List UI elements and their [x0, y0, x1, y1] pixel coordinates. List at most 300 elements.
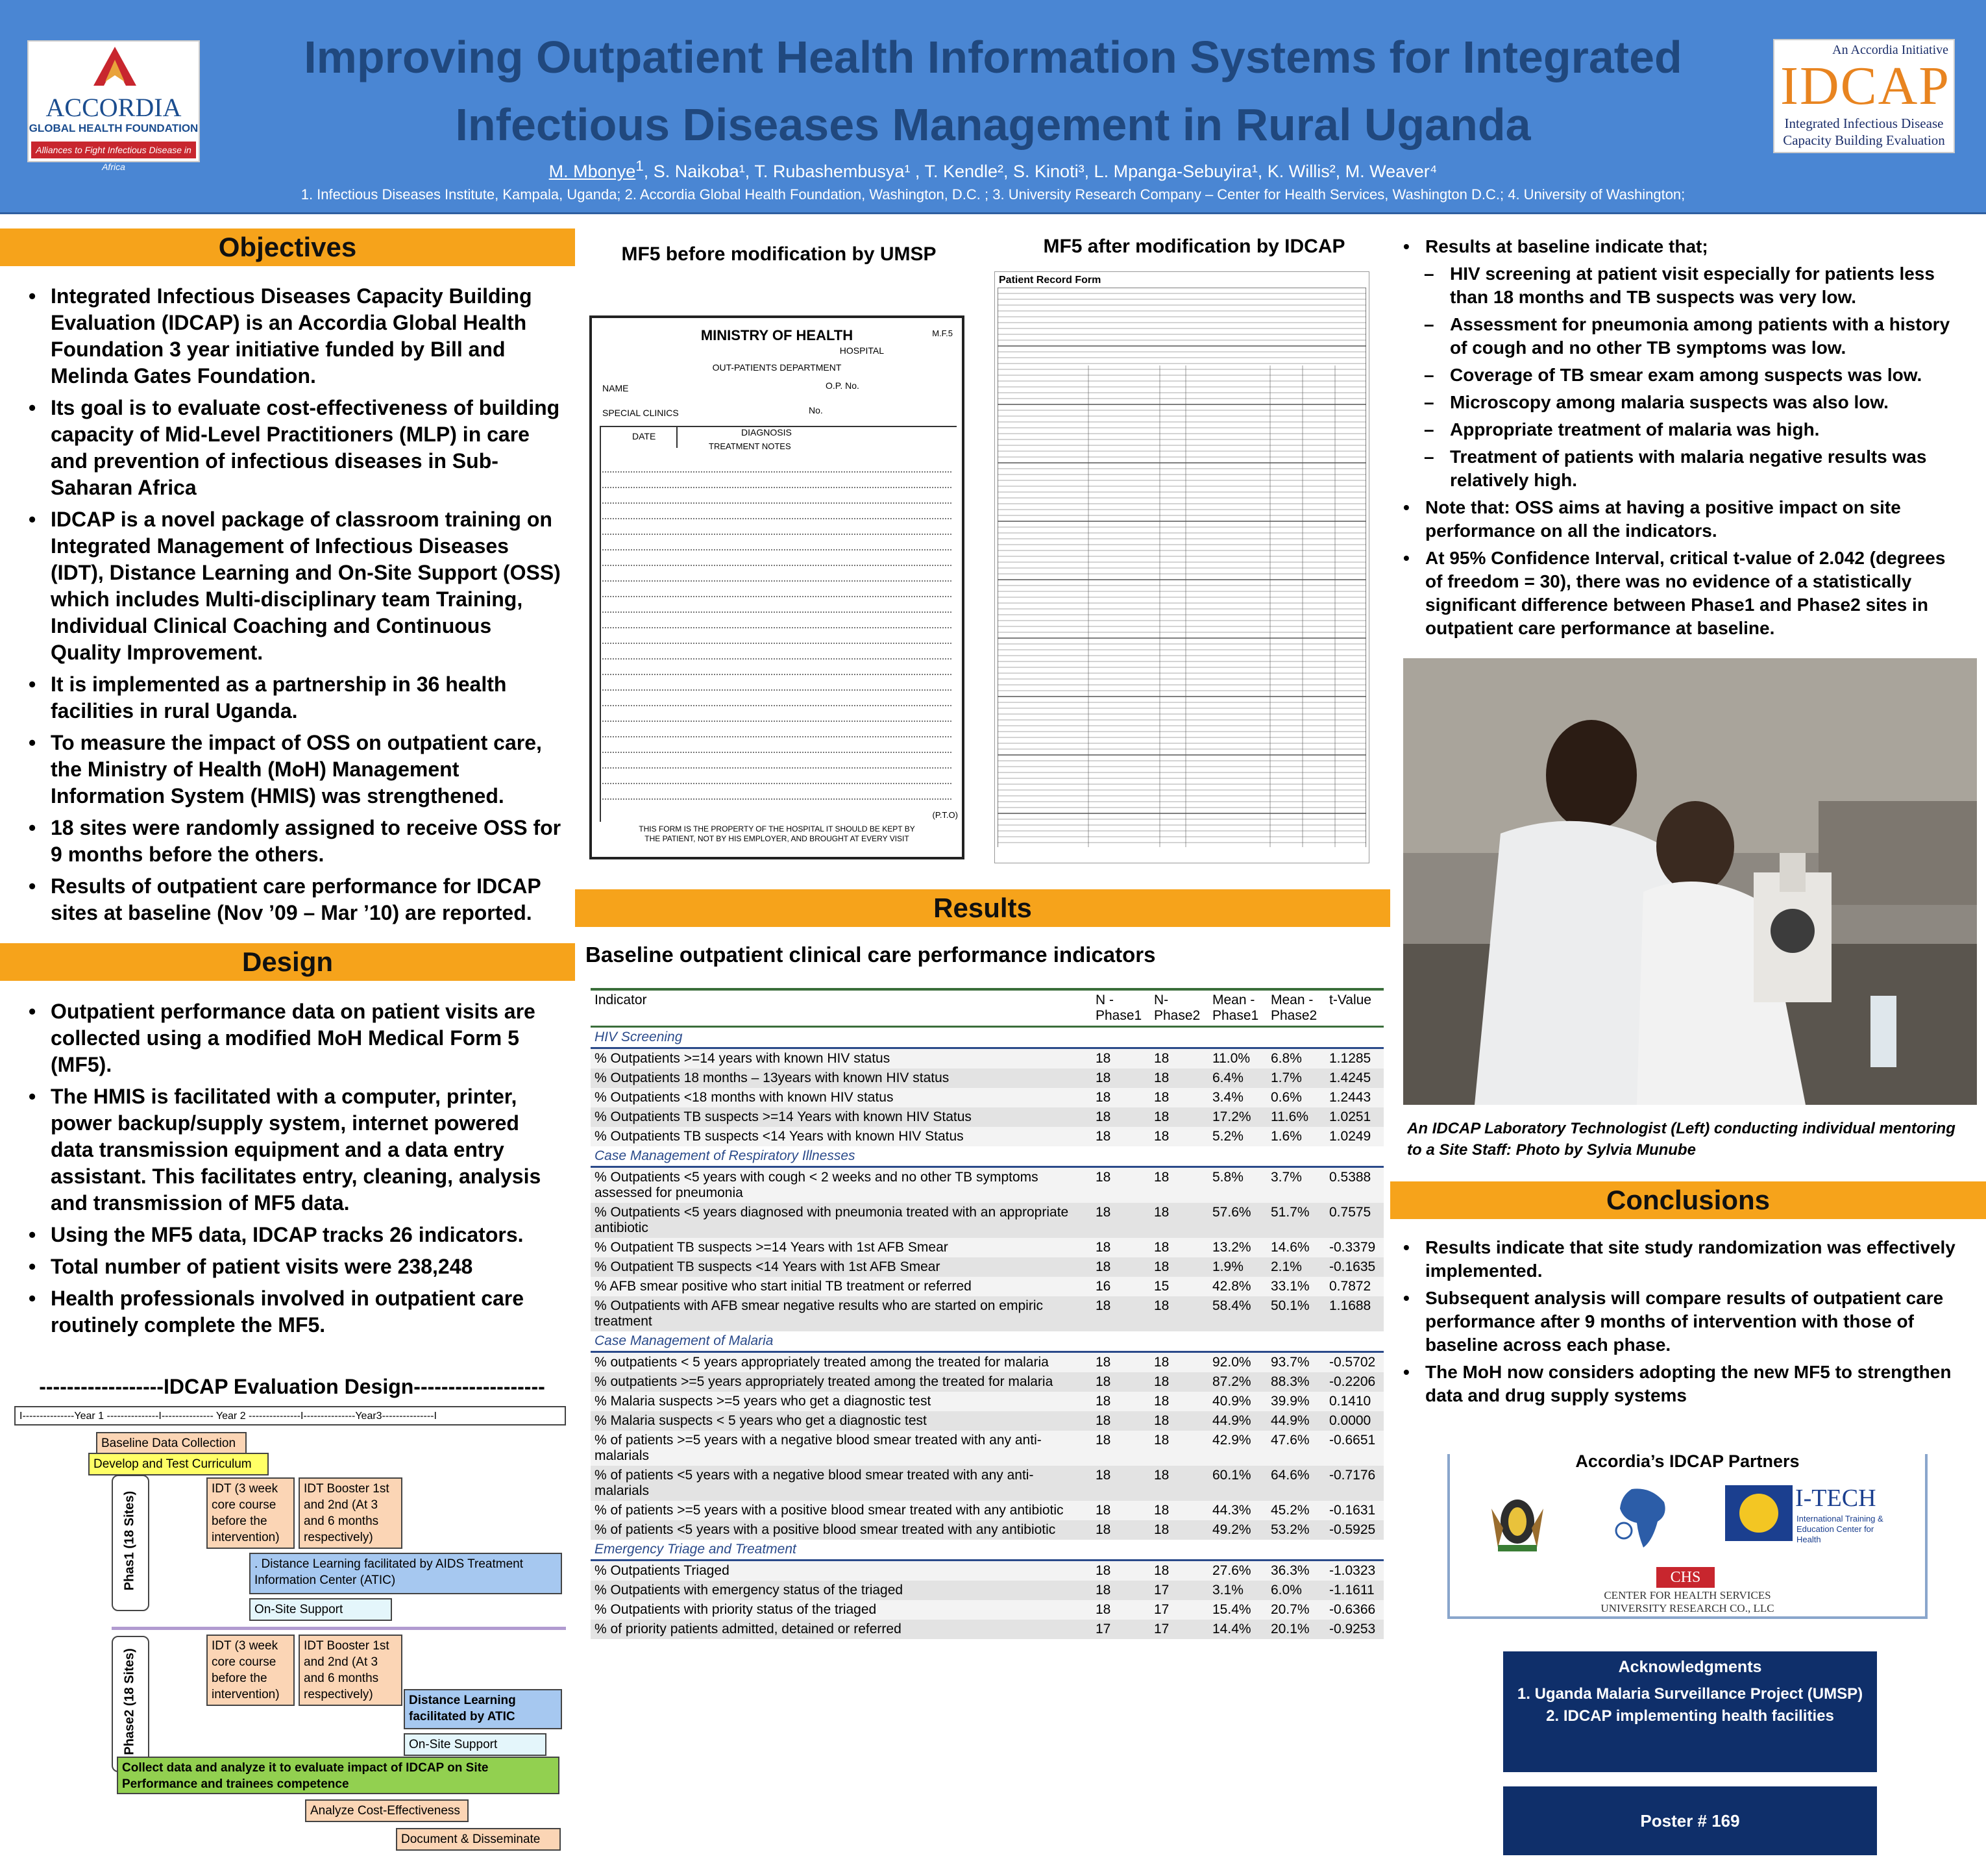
objective-item: • Its goal is to evaluate cost-effectiveness of building capacity of Mid-Level Practitioners (MLP) in care and prevention of infectious diseases in Sub-Saharan Africa	[9, 395, 567, 501]
value-cell: -1.1611	[1329, 1583, 1375, 1598]
value-cell: 33.1%	[1271, 1279, 1310, 1294]
accordia-name: ACCORDIA	[45, 93, 182, 122]
table-row	[591, 1501, 1384, 1520]
summary-lead: • Results at baseline indicate that;	[1391, 235, 1963, 258]
summary-subitem: – Treatment of patients with malaria negative results was relatively high.	[1391, 445, 1963, 492]
value-cell: 18	[1096, 1503, 1111, 1518]
value-cell: -0.5702	[1329, 1355, 1376, 1370]
value-cell: 18	[1096, 1355, 1111, 1370]
value-cell: 18	[1096, 1563, 1111, 1578]
photo-caption: An IDCAP Laboratory Technologist (Left) conducting individual mentoring to a Site Staff: Photo by Sylvia Munube	[1407, 1120, 1955, 1159]
conclusion-item: • Results indicate that site study randomization was effectively implemented.	[1391, 1236, 1969, 1283]
mf5-after-form	[994, 271, 1369, 863]
value-cell: -0.6651	[1329, 1433, 1376, 1448]
value-cell: -0.7176	[1329, 1468, 1376, 1483]
table-row	[591, 1088, 1384, 1107]
value-cell: 1.9%	[1212, 1259, 1244, 1274]
idcap-line1: Integrated Infectious Disease	[1784, 116, 1944, 131]
other-authors: , S. Naikoba¹, T. Rubashembusya¹ , T. Kendle², S. Kinoti³, L. Mpanga-Sebuyira¹, K. Willis², M. Weaver⁴	[643, 162, 1438, 181]
form-line	[602, 658, 951, 660]
indicator-cell: % Outpatients with priority status of the triaged	[595, 1602, 877, 1617]
table-row	[591, 1257, 1384, 1277]
form-ministry: MINISTRY OF HEALTH	[700, 327, 853, 343]
lab-photo-scene	[1403, 658, 1977, 1105]
form-line	[602, 534, 951, 535]
value-cell: -0.2206	[1329, 1374, 1376, 1389]
table-row	[591, 1203, 1384, 1238]
value-cell: 39.9%	[1271, 1394, 1310, 1409]
indicator-cell: % of patients >=5 years with a positive blood smear treated with any antibiotic	[595, 1503, 1064, 1518]
value-cell: 2.1%	[1271, 1259, 1302, 1274]
form-line	[602, 767, 951, 769]
value-cell: 18	[1154, 1170, 1170, 1185]
value-cell: 1.0249	[1329, 1129, 1371, 1144]
phase2-idt-box: IDT (3 week core course before the intervention)	[206, 1635, 295, 1706]
poster-title: Improving Outpatient Health Information Systems for Integrated Infectious Diseases Management in Rural Uganda	[304, 32, 1682, 150]
phase1-booster-box: IDT Booster 1st and 2nd (At 3 and 6 months respectively)	[299, 1477, 402, 1549]
form-line	[602, 518, 951, 519]
table-row	[591, 1466, 1384, 1501]
value-cell: 6.8%	[1271, 1051, 1302, 1066]
ack-item: 1. Uganda Malaria Surveillance Project (UMSP)	[1517, 1685, 1863, 1703]
value-cell: 47.6%	[1271, 1433, 1310, 1448]
value-cell: 16	[1096, 1279, 1111, 1294]
form-pto: (P.T.O)	[932, 810, 958, 820]
timeline-years: I---------------Year 1 ---------------I--------------- Year 2 ---------------I---------------Year3---------------I	[14, 1406, 566, 1426]
indicator-cell: % of priority patients admitted, detained or referred	[595, 1622, 901, 1636]
phase-divider	[112, 1627, 566, 1630]
value-cell: 11.6%	[1271, 1109, 1308, 1124]
conclusions-list	[1391, 1236, 1969, 1411]
value-cell: 58.4%	[1212, 1298, 1251, 1313]
collect-data-box: Collect data and analyze it to evaluate impact of IDCAP on Site Performance and trainees competence	[117, 1757, 559, 1794]
value-cell: 18	[1096, 1374, 1111, 1389]
value-cell: 3.7%	[1271, 1170, 1302, 1185]
summary-subitem: – HIV screening at patient visit especially for patients less than 18 months and TB suspects was very low.	[1391, 262, 1963, 309]
value-cell: 42.8%	[1212, 1279, 1251, 1294]
value-cell: 20.1%	[1271, 1622, 1310, 1636]
column-header: Mean - Phase1	[1208, 989, 1267, 1027]
indicator-cell: % Outpatients TB suspects <14 Years with known HIV Status	[595, 1129, 964, 1144]
lab-photo	[1403, 658, 1977, 1105]
chs-logo: CHS	[1656, 1567, 1715, 1588]
value-cell: 18	[1154, 1259, 1170, 1274]
phase1-distance-learning-box: . Distance Learning facilitated by AIDS Treatment Information Center (ATIC)	[249, 1553, 562, 1594]
idcap-initiative: An Accordia Initiative	[1832, 43, 1948, 57]
phase1-label: Phas1 (18 Sites)	[122, 1490, 137, 1591]
value-cell: 18	[1096, 1583, 1111, 1598]
form-line	[602, 549, 951, 550]
idcap-name: IDCAP	[1780, 56, 1951, 116]
value-cell: 18	[1154, 1298, 1170, 1313]
lead-author: M. Mbonye	[548, 162, 636, 181]
itech-sub: International Training & Education Center for Health	[1796, 1514, 1883, 1544]
value-cell: 44.3%	[1212, 1503, 1251, 1518]
value-cell: 18	[1096, 1170, 1111, 1185]
value-cell: 44.9%	[1212, 1413, 1251, 1428]
value-cell: 36.3%	[1271, 1563, 1310, 1578]
value-cell: -0.5925	[1329, 1522, 1376, 1537]
itech-name: I-TECH	[1795, 1485, 1876, 1512]
design-item: • Outpatient performance data on patient visits are collected using a modified MoH Medical Form 5 (MF5).	[9, 998, 567, 1078]
phase2-label: Phase2 (18 Sites)	[122, 1648, 137, 1755]
value-cell: 18	[1096, 1602, 1111, 1617]
design-item: • Health professionals involved in outpatient care routinely complete the MF5.	[9, 1285, 567, 1339]
table-row	[591, 1561, 1384, 1581]
value-cell: -0.6366	[1329, 1602, 1376, 1617]
indicator-cell: % of patients <5 years with a positive blood smear treated with any antibiotic	[595, 1522, 1056, 1537]
value-cell: 45.2%	[1271, 1503, 1310, 1518]
category-label: Case Management of Malaria	[591, 1331, 1384, 1352]
value-cell: 18	[1096, 1129, 1111, 1144]
indicator-cell: % Outpatients <5 years diagnosed with pneumonia treated with an appropriate antibiotic	[595, 1205, 1069, 1235]
value-cell: 18	[1154, 1090, 1170, 1105]
form-line	[602, 752, 951, 753]
value-cell: 14.4%	[1212, 1622, 1251, 1636]
design-list	[9, 998, 567, 1344]
category-label: HIV Screening	[591, 1027, 1384, 1048]
uganda-coat-of-arms-icon	[1485, 1489, 1550, 1554]
summary-notes	[1391, 496, 1963, 640]
design-item: • Total number of patient visits were 238,248	[9, 1253, 567, 1280]
table-row	[591, 1581, 1384, 1600]
form-ruled-lines	[592, 318, 962, 857]
value-cell: 93.7%	[1271, 1355, 1310, 1370]
value-cell: 18	[1154, 1129, 1170, 1144]
mf5-after-label: MF5 after modification by IDCAP	[1043, 236, 1345, 257]
value-cell: 18	[1096, 1298, 1111, 1313]
summary-note: • At 95% Confidence Interval, critical t-value of 2.042 (degrees of freedom = 30), there was no evidence of a statistically significant difference between Phase1 and Phase2 sites in outpatient care performance at baseline.	[1391, 547, 1963, 640]
objective-item: • IDCAP is a novel package of classroom training on Integrated Management of Infectious Diseases (IDT), Distance Learning and On-Site Support (OSS) which includes Multi-disciplinary team Training, Individual Clinical Coaching and Continuous Quality Improvement.	[9, 506, 567, 666]
form-after-title: Patient Record Form	[999, 275, 1101, 286]
value-cell: 1.7%	[1271, 1070, 1302, 1085]
indicator-cell: % outpatients >=5 years appropriately treated among the treated for malaria	[595, 1374, 1053, 1389]
form-line	[602, 611, 951, 613]
value-cell: 44.9%	[1271, 1413, 1310, 1428]
value-cell: 27.6%	[1212, 1563, 1251, 1578]
curriculum-box: Develop and Test Curriculum	[88, 1453, 269, 1475]
conclusion-item: • Subsequent analysis will compare results of outpatient care performance after 9 months of intervention with those of baseline across each phase.	[1391, 1287, 1969, 1357]
form-line	[602, 798, 951, 800]
column-header: t-Value	[1325, 989, 1384, 1027]
summary-subitem: – Coverage of TB smear exam among suspects was low.	[1391, 364, 1963, 387]
results-heading: Results	[575, 889, 1390, 927]
design-item: • The HMIS is facilitated with a computer, printer, power backup/supply system, internet powered data transmission equipment and a data entry assistant. This facilitates entry, cleaning, analysis and transmission of MF5 data.	[9, 1083, 567, 1216]
summary-note: • Note that: OSS aims at having a positive impact on site performance on all the indicators.	[1391, 496, 1963, 543]
phase2-oss-box: On-Site Support	[404, 1733, 546, 1756]
value-cell: 1.0251	[1329, 1109, 1371, 1124]
value-cell: 1.6%	[1271, 1129, 1302, 1144]
chs-line2: UNIVERSITY RESEARCH CO., LLC	[1600, 1602, 1774, 1614]
table-row	[591, 1127, 1384, 1146]
summary-subitem: – Appropriate treatment of malaria was high.	[1391, 418, 1963, 441]
value-cell: 18	[1096, 1394, 1111, 1409]
form-after-grid	[998, 288, 1366, 860]
value-cell: 18	[1096, 1468, 1111, 1483]
objective-item: • It is implemented as a partnership in 36 health facilities in rural Uganda.	[9, 671, 567, 724]
form-line	[602, 502, 951, 504]
value-cell: 88.3%	[1271, 1374, 1310, 1389]
objectives-list	[9, 283, 567, 932]
form-hospital: HOSPITAL	[839, 345, 884, 356]
value-cell: 18	[1096, 1433, 1111, 1448]
value-cell: 18	[1154, 1355, 1170, 1370]
header-banner	[0, 0, 1986, 214]
value-cell: 18	[1154, 1433, 1170, 1448]
value-cell: 17.2%	[1212, 1109, 1251, 1124]
table-row	[591, 1352, 1384, 1373]
form-line	[602, 721, 951, 722]
indicator-cell: % Outpatients <5 years with cough < 2 weeks and no other TB symptoms assessed for pneumonia	[595, 1170, 1038, 1200]
phase1-label-box	[112, 1475, 149, 1611]
value-cell: 17	[1154, 1602, 1170, 1617]
value-cell: 3.4%	[1212, 1090, 1244, 1105]
form-date: DATE	[632, 431, 656, 441]
idcap-line2: Capacity Building Evaluation	[1783, 132, 1945, 148]
phase1-idt-box: IDT (3 week core course before the intervention)	[206, 1477, 295, 1549]
form-line	[602, 471, 951, 473]
summary-sublist	[1391, 262, 1963, 492]
value-cell: 18	[1096, 1070, 1111, 1085]
value-cell: 18	[1154, 1070, 1170, 1085]
indicator-cell: % Outpatients 18 months – 13years with known HIV status	[595, 1070, 950, 1085]
indicator-cell: % Outpatients TB suspects >=14 Years with known HIV Status	[595, 1109, 972, 1124]
value-cell: 64.6%	[1271, 1468, 1310, 1483]
value-cell: 0.1410	[1329, 1394, 1371, 1409]
poster-number: Poster # 169	[1503, 1786, 1877, 1855]
disseminate-box: Document & Disseminate	[396, 1828, 561, 1851]
conclusion-item: • The MoH now considers adopting the new MF5 to strengthen data and drug supply systems	[1391, 1361, 1969, 1407]
value-cell: 18	[1154, 1563, 1170, 1578]
form-line	[602, 643, 951, 644]
indicator-cell: % of patients <5 years with a negative blood smear treated with any anti-malarials	[595, 1468, 1034, 1498]
form-line	[602, 580, 951, 582]
value-cell: 17	[1154, 1583, 1170, 1598]
value-cell: 51.7%	[1271, 1205, 1310, 1220]
value-cell: 0.6%	[1271, 1090, 1302, 1105]
form-diagnosis: DIAGNOSIS	[741, 427, 792, 438]
objective-item: • To measure the impact of OSS on outpatient care, the Ministry of Health (MoH) Management Information System (HMIS) was strengthened.	[9, 730, 567, 809]
ack-title: Acknowledgments	[1618, 1658, 1762, 1676]
partners-title: Accordia’s IDCAP Partners	[1450, 1451, 1925, 1472]
value-cell: 1.1688	[1329, 1298, 1371, 1313]
partners-box	[1447, 1451, 1928, 1619]
value-cell: 18	[1096, 1413, 1111, 1428]
value-cell: 15	[1154, 1279, 1170, 1294]
value-cell: 42.9%	[1212, 1433, 1251, 1448]
value-cell: 18	[1096, 1205, 1111, 1220]
form-line	[602, 736, 951, 737]
indicator-cell: % AFB smear positive who start initial TB treatment or referred	[595, 1279, 972, 1294]
form-dept: OUT-PATIENTS DEPARTMENT	[712, 362, 842, 373]
form-line	[602, 783, 951, 784]
form-line	[602, 596, 951, 597]
value-cell: 18	[1154, 1051, 1170, 1066]
phase1-oss-box: On-Site Support	[249, 1598, 392, 1621]
table-row	[591, 1048, 1384, 1069]
value-cell: 53.2%	[1271, 1522, 1310, 1537]
form-line	[602, 565, 951, 566]
category-row	[591, 1146, 1384, 1167]
design-item: • Using the MF5 data, IDCAP tracks 26 indicators.	[9, 1222, 567, 1248]
column-header: Indicator	[591, 989, 1092, 1027]
acknowledgments-box	[1503, 1651, 1877, 1772]
table-row	[591, 1277, 1384, 1296]
column-header: Mean - Phase2	[1267, 989, 1325, 1027]
value-cell: 0.5388	[1329, 1170, 1371, 1185]
form-line	[602, 674, 951, 675]
value-cell: 18	[1096, 1051, 1111, 1066]
category-row	[591, 1027, 1384, 1048]
indicator-cell: % Outpatient TB suspects >=14 Years with 1st AFB Smear	[595, 1240, 948, 1255]
cost-effectiveness-box: Analyze Cost-Effectiveness	[305, 1799, 469, 1822]
form-line	[602, 705, 951, 706]
value-cell: 20.7%	[1271, 1602, 1310, 1617]
affiliations: 1. Infectious Diseases Institute, Kampala, Uganda; 2. Accordia Global Health Foundation, Washington, D.C. ; 3. University Research Company – Center for Health Services, Washington D.C.; 4. University of Washington;	[300, 186, 1686, 203]
category-label: Emergency Triage and Treatment	[591, 1540, 1384, 1561]
idi-africa-icon	[1606, 1483, 1677, 1554]
indicator-cell: % of patients >=5 years with a negative blood smear treated with any anti-malarials	[595, 1433, 1042, 1463]
value-cell: 5.8%	[1212, 1170, 1244, 1185]
table-row	[591, 1372, 1384, 1392]
table-row	[591, 1620, 1384, 1639]
phase2-distance-learning-box: Distance Learning facilitated by ATIC	[404, 1689, 562, 1729]
category-row	[591, 1540, 1384, 1561]
results-header-row	[591, 989, 1384, 1027]
table-row	[591, 1167, 1384, 1203]
value-cell: -0.1635	[1329, 1259, 1376, 1274]
value-cell: 18	[1096, 1522, 1111, 1537]
value-cell: 18	[1154, 1205, 1170, 1220]
value-cell: 18	[1096, 1240, 1111, 1255]
value-cell: 18	[1096, 1090, 1111, 1105]
form-line	[602, 627, 951, 628]
value-cell: 0.7575	[1329, 1205, 1371, 1220]
column-header: N - Phase1	[1092, 989, 1150, 1027]
value-cell: 40.9%	[1212, 1394, 1251, 1409]
column-header: N- Phase2	[1150, 989, 1208, 1027]
value-cell: 18	[1154, 1468, 1170, 1483]
eval-design-title: ------------------IDCAP Evaluation Design-------------------	[39, 1375, 545, 1398]
ack-item: 2. IDCAP implementing health facilities	[1546, 1707, 1834, 1725]
value-cell: 49.2%	[1212, 1522, 1251, 1537]
value-cell: 15.4%	[1212, 1602, 1251, 1617]
accordia-sub: GLOBAL HEALTH FOUNDATION	[29, 122, 199, 134]
table-row	[591, 1600, 1384, 1620]
value-cell: 14.6%	[1271, 1240, 1310, 1255]
value-cell: 11.0%	[1212, 1051, 1250, 1066]
value-cell: 18	[1096, 1109, 1111, 1124]
objectives-heading: Objectives	[0, 228, 575, 266]
form-clinics: SPECIAL CLINICS	[602, 408, 679, 418]
phase2-label-box	[112, 1636, 149, 1772]
table-row	[591, 1392, 1384, 1411]
value-cell: 50.1%	[1271, 1298, 1310, 1313]
accordia-flame-icon	[86, 45, 144, 91]
table-row	[591, 1520, 1384, 1540]
value-cell: 3.1%	[1212, 1583, 1244, 1598]
value-cell: 18	[1154, 1413, 1170, 1428]
value-cell: 6.4%	[1212, 1070, 1244, 1085]
mf5-before-label: MF5 before modification by UMSP	[621, 243, 937, 265]
value-cell: 18	[1154, 1503, 1170, 1518]
indicator-cell: % Outpatients Triaged	[595, 1563, 729, 1578]
indicator-cell: % Outpatients with AFB smear negative results who are started on empiric treatment	[595, 1298, 1043, 1329]
value-cell: -0.1631	[1329, 1503, 1376, 1518]
indicator-cell: % Malaria suspects >=5 years who get a diagnostic test	[595, 1394, 931, 1409]
form-op: O.P. No.	[826, 380, 859, 391]
value-cell: 18	[1154, 1109, 1170, 1124]
accordia-tagline: Alliances to Fight Infectious Disease in Africa	[31, 142, 196, 158]
value-cell: 17	[1154, 1622, 1170, 1636]
value-cell: 0.0000	[1329, 1413, 1371, 1428]
objective-item: • 18 sites were randomly assigned to receive OSS for 9 months before the others.	[9, 815, 567, 868]
idcap-logo	[1773, 39, 1955, 153]
objective-item: • Integrated Infectious Diseases Capacity Building Evaluation (IDCAP) is an Accordia Global Health Foundation 3 year initiative funded by Bill and Melinda Gates Foundation.	[9, 283, 567, 389]
results-table	[591, 988, 1384, 1639]
value-cell: 87.2%	[1212, 1374, 1251, 1389]
table-row	[591, 1107, 1384, 1127]
value-cell: 18	[1154, 1522, 1170, 1537]
baseline-box: Baseline Data Collection	[96, 1432, 247, 1455]
value-cell: 17	[1096, 1622, 1111, 1636]
value-cell: 5.2%	[1212, 1129, 1244, 1144]
indicator-cell: % Malaria suspects < 5 years who get a diagnostic test	[595, 1413, 927, 1428]
value-cell: 0.7872	[1329, 1279, 1371, 1294]
indicator-cell: % outpatients < 5 years appropriately treated among the treated for malaria	[595, 1355, 1049, 1370]
indicator-cell: % Outpatients <18 months with known HIV status	[595, 1090, 894, 1105]
form-line	[602, 689, 951, 691]
value-cell: 18	[1154, 1394, 1170, 1409]
design-heading: Design	[0, 943, 575, 981]
conclusions-heading: Conclusions	[1390, 1181, 1986, 1219]
value-cell: -0.3379	[1329, 1240, 1376, 1255]
summary-lead-list	[1391, 235, 1963, 258]
value-cell: 18	[1096, 1259, 1111, 1274]
value-cell: 57.6%	[1212, 1205, 1251, 1220]
value-cell: -1.0323	[1329, 1563, 1376, 1578]
form-footer: THIS FORM IS THE PROPERTY OF THE HOSPITAL IT SHOULD BE KEPT BY THE PATIENT, NOT BY HIS EMPLOYER, AND BROUGHT AT EVERY VISIT	[639, 824, 915, 843]
value-cell: 13.2%	[1212, 1240, 1251, 1255]
value-cell: 1.2443	[1329, 1090, 1371, 1105]
value-cell: 92.0%	[1212, 1355, 1251, 1370]
form-line	[602, 487, 951, 488]
table-row	[591, 1296, 1384, 1331]
indicator-cell: % Outpatients with emergency status of the triaged	[595, 1583, 903, 1598]
value-cell: 18	[1154, 1240, 1170, 1255]
table-row	[591, 1411, 1384, 1431]
value-cell: 6.0%	[1271, 1583, 1302, 1598]
table-row	[591, 1238, 1384, 1257]
value-cell: 60.1%	[1212, 1468, 1251, 1483]
accordia-logo	[27, 40, 200, 172]
mf5-before-form	[589, 315, 964, 859]
value-cell: -0.9253	[1329, 1622, 1376, 1636]
author-list	[214, 158, 1772, 182]
itech-icon	[1725, 1485, 1793, 1541]
value-cell: 1.1285	[1329, 1051, 1371, 1066]
summary-subitem: – Microscopy among malaria suspects was also low.	[1391, 391, 1963, 414]
summary-subitem: – Assessment for pneumonia among patients with a history of cough and no other TB symptoms was low.	[1391, 313, 1963, 360]
phase2-booster-box: IDT Booster 1st and 2nd (At 3 and 6 months respectively)	[299, 1635, 402, 1706]
form-code: M.F.5	[932, 328, 953, 338]
table-row	[591, 1068, 1384, 1088]
results-summary	[1391, 235, 1963, 644]
category-row	[591, 1331, 1384, 1352]
lead-author-affiliation: 1	[635, 158, 644, 174]
form-name: NAME	[602, 383, 629, 393]
form-treatment-notes: TREATMENT NOTES	[709, 441, 791, 451]
